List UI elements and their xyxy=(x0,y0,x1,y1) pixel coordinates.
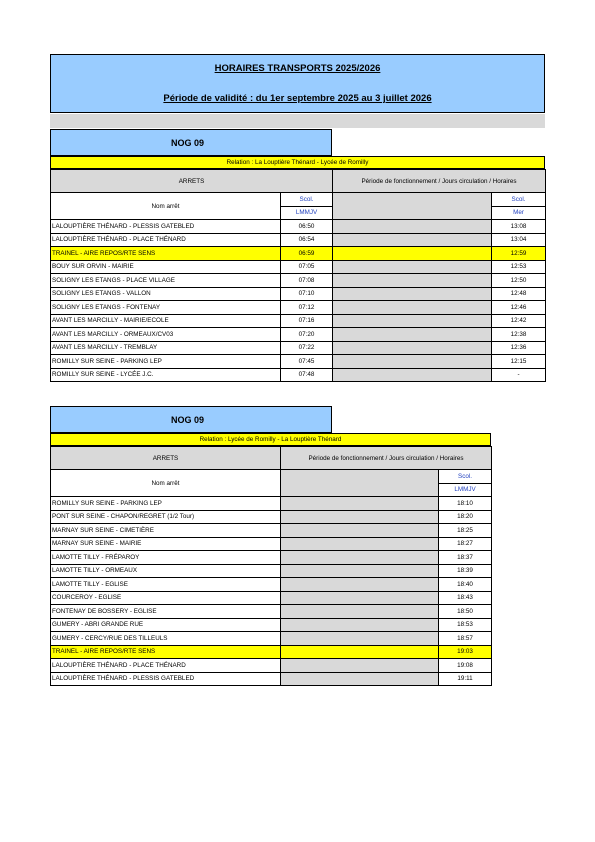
departure-time-weekday: 06:54 xyxy=(281,233,333,247)
stop-name: MARNAY SUR SEINE - CIMETIÈRE xyxy=(51,524,281,538)
scol-label: Scol. xyxy=(439,470,492,484)
departure-time-wednesday: 12:36 xyxy=(492,341,546,355)
departure-time: 18:43 xyxy=(439,591,492,605)
table-row xyxy=(51,328,546,342)
stop-name: TRAINEL - AIRE REPOS/RTE SENS xyxy=(51,247,281,261)
days-label: Mer xyxy=(492,206,546,220)
grey-cell xyxy=(281,510,439,524)
table-row xyxy=(51,618,492,632)
grey-cell xyxy=(281,659,439,673)
grey-cell xyxy=(333,355,492,369)
table-row xyxy=(51,274,546,288)
grey-cell xyxy=(281,578,439,592)
stop-name: COURCEROY - EGLISE xyxy=(51,591,281,605)
table-row xyxy=(51,659,492,673)
col-arrets: ARRETS xyxy=(51,447,281,470)
stop-name: MARNAY SUR SEINE - MAIRIE xyxy=(51,537,281,551)
stop-name: LALOUPTIÈRE THÉNARD - PLESSIS GATEBLED xyxy=(51,220,281,234)
table-row xyxy=(51,341,546,355)
table-row xyxy=(51,578,492,592)
days-label: LMMJV xyxy=(439,483,492,497)
departure-time-weekday: 07:10 xyxy=(281,287,333,301)
relation-1: Relation : La Louptière Thénard - Lycée de Romilly xyxy=(50,156,545,169)
departure-time-weekday: 06:50 xyxy=(281,220,333,234)
grey-cell xyxy=(333,314,492,328)
grey-cell xyxy=(281,672,439,686)
departure-time-wednesday: 12:38 xyxy=(492,328,546,342)
departure-time-weekday: 07:12 xyxy=(281,301,333,315)
table-row xyxy=(51,510,492,524)
table-subheader-row xyxy=(51,470,492,484)
line-label-2: NOG 09 xyxy=(50,406,332,433)
stop-name: SOLIGNY LES ETANGS - VALLON xyxy=(51,287,281,301)
table-row xyxy=(51,672,492,686)
grey-cell xyxy=(281,618,439,632)
grey-cell xyxy=(333,220,492,234)
departure-time-weekday: 07:48 xyxy=(281,368,333,382)
departure-time-wednesday: 13:08 xyxy=(492,220,546,234)
stop-name: ROMILLY SUR SEINE - LYCÉE J.C. xyxy=(51,368,281,382)
stop-name: BOUY SUR ORVIN - MAIRIE xyxy=(51,260,281,274)
departure-time-wednesday: 12:15 xyxy=(492,355,546,369)
table-row xyxy=(51,220,546,234)
departure-time: 18:50 xyxy=(439,605,492,619)
col-periode: Période de fonctionnement / Jours circulation / Horaires xyxy=(333,170,546,193)
validity-period: Période de validité : du 1er septembre 2025 au 3 juillet 2026 xyxy=(163,93,432,104)
grey-cell xyxy=(333,287,492,301)
stop-name: LALOUPTIÈRE THÉNARD - PLESSIS GATEBLED xyxy=(51,672,281,686)
col-periode: Période de fonctionnement / Jours circulation / Horaires xyxy=(281,447,492,470)
table-row xyxy=(51,233,546,247)
departure-time: 18:57 xyxy=(439,632,492,646)
grey-cell xyxy=(333,328,492,342)
col-nom-arret: Nom arrêt xyxy=(51,470,281,497)
grey-cell xyxy=(333,233,492,247)
stop-name: LALOUPTIÈRE THÉNARD - PLACE THÉNARD xyxy=(51,659,281,673)
stop-name: GUMERY - ABRI GRANDE RUE xyxy=(51,618,281,632)
departure-time: 19:03 xyxy=(439,645,492,659)
table-row xyxy=(51,605,492,619)
stop-name: AVANT LES MARCILLY - ORMEAUX/CV03 xyxy=(51,328,281,342)
grey-cell xyxy=(333,301,492,315)
table-subheader-row xyxy=(51,193,546,207)
departure-time-wednesday: 12:46 xyxy=(492,301,546,315)
table-row xyxy=(51,355,546,369)
departure-time-weekday: 07:22 xyxy=(281,341,333,355)
table-header-row xyxy=(51,170,546,193)
table-row xyxy=(51,524,492,538)
grey-cell xyxy=(281,632,439,646)
table-row xyxy=(51,368,546,382)
departure-time: 18:10 xyxy=(439,497,492,511)
departure-time: 18:40 xyxy=(439,578,492,592)
departure-time: 19:08 xyxy=(439,659,492,673)
departure-time-wednesday: 12:59 xyxy=(492,247,546,261)
departure-time-weekday: 07:45 xyxy=(281,355,333,369)
stop-name: LAMOTTE TILLY - EGLISE xyxy=(51,578,281,592)
grey-cell xyxy=(281,470,439,497)
table-row xyxy=(51,551,492,565)
scol-label: Scol. xyxy=(281,193,333,207)
table-row xyxy=(51,537,492,551)
grey-cell xyxy=(281,551,439,565)
table-row xyxy=(51,314,546,328)
departure-time-weekday: 07:16 xyxy=(281,314,333,328)
grey-cell xyxy=(333,193,492,220)
departure-time: 19:11 xyxy=(439,672,492,686)
table-row xyxy=(51,287,546,301)
stop-name: GUMERY - CERCY/RUE DES TILLEULS xyxy=(51,632,281,646)
document-title: HORAIRES TRANSPORTS 2025/2026 xyxy=(214,63,381,74)
stop-name: ROMILLY SUR SEINE - PARKING LEP xyxy=(51,497,281,511)
grey-cell xyxy=(281,605,439,619)
stop-name: LAMOTTE TILLY - ORMEAUX xyxy=(51,564,281,578)
col-arrets: ARRETS xyxy=(51,170,333,193)
table-row xyxy=(51,260,546,274)
grey-cell xyxy=(333,260,492,274)
stop-name: LALOUPTIÈRE THÉNARD - PLACE THÉNARD xyxy=(51,233,281,247)
departure-time-weekday: 07:05 xyxy=(281,260,333,274)
days-label: LMMJV xyxy=(281,206,333,220)
departure-time-wednesday: - xyxy=(492,368,546,382)
grey-cell xyxy=(333,274,492,288)
stop-name: SOLIGNY LES ETANGS - PLACE VILLAGE xyxy=(51,274,281,288)
stop-name: SOLIGNY LES ETANGS - FONTENAY xyxy=(51,301,281,315)
scol-label: Scol. xyxy=(492,193,546,207)
separator-bar xyxy=(50,114,545,128)
col-nom-arret: Nom arrêt xyxy=(51,193,281,220)
grey-cell xyxy=(281,564,439,578)
departure-time: 18:20 xyxy=(439,510,492,524)
departure-time-wednesday: 12:42 xyxy=(492,314,546,328)
table-row xyxy=(51,497,492,511)
departure-time-weekday: 06:59 xyxy=(281,247,333,261)
line-label-1: NOG 09 xyxy=(50,129,332,156)
stop-name: PONT SUR SEINE - CHAPON/REGRET (1/2 Tour) xyxy=(51,510,281,524)
document-header xyxy=(50,54,545,113)
departure-time-wednesday: 13:04 xyxy=(492,233,546,247)
table-header-row xyxy=(51,447,492,470)
departure-time: 18:27 xyxy=(439,537,492,551)
table-row xyxy=(51,564,492,578)
departure-time-weekday: 07:08 xyxy=(281,274,333,288)
departure-time: 18:37 xyxy=(439,551,492,565)
table-row xyxy=(51,645,492,659)
relation-2: Relation : Lycée de Romilly - La Louptière Thénard xyxy=(50,433,491,446)
stop-name: LAMOTTE TILLY - FRÉPAROY xyxy=(51,551,281,565)
stop-name: FONTENAY DE BOSSERY - EGLISE xyxy=(51,605,281,619)
grey-cell xyxy=(281,537,439,551)
stop-name: AVANT LES MARCILLY - MAIRIE/ECOLE xyxy=(51,314,281,328)
stop-name: AVANT LES MARCILLY - TREMBLAY xyxy=(51,341,281,355)
departure-time-wednesday: 12:53 xyxy=(492,260,546,274)
timetable-1 xyxy=(50,169,546,382)
grey-cell xyxy=(281,591,439,605)
departure-time: 18:39 xyxy=(439,564,492,578)
grey-cell xyxy=(333,368,492,382)
table-row xyxy=(51,632,492,646)
departure-time-wednesday: 12:50 xyxy=(492,274,546,288)
grey-cell xyxy=(333,341,492,355)
grey-cell xyxy=(281,645,439,659)
timetable-2 xyxy=(50,446,492,686)
departure-time: 18:25 xyxy=(439,524,492,538)
departure-time: 18:53 xyxy=(439,618,492,632)
grey-cell xyxy=(281,524,439,538)
table-row xyxy=(51,591,492,605)
grey-cell xyxy=(333,247,492,261)
table-row xyxy=(51,247,546,261)
stop-name: ROMILLY SUR SEINE - PARKING LEP xyxy=(51,355,281,369)
table-row xyxy=(51,301,546,315)
departure-time-weekday: 07:20 xyxy=(281,328,333,342)
grey-cell xyxy=(281,497,439,511)
stop-name: TRAINEL - AIRE REPOS/RTE SENS xyxy=(51,645,281,659)
departure-time-wednesday: 12:48 xyxy=(492,287,546,301)
